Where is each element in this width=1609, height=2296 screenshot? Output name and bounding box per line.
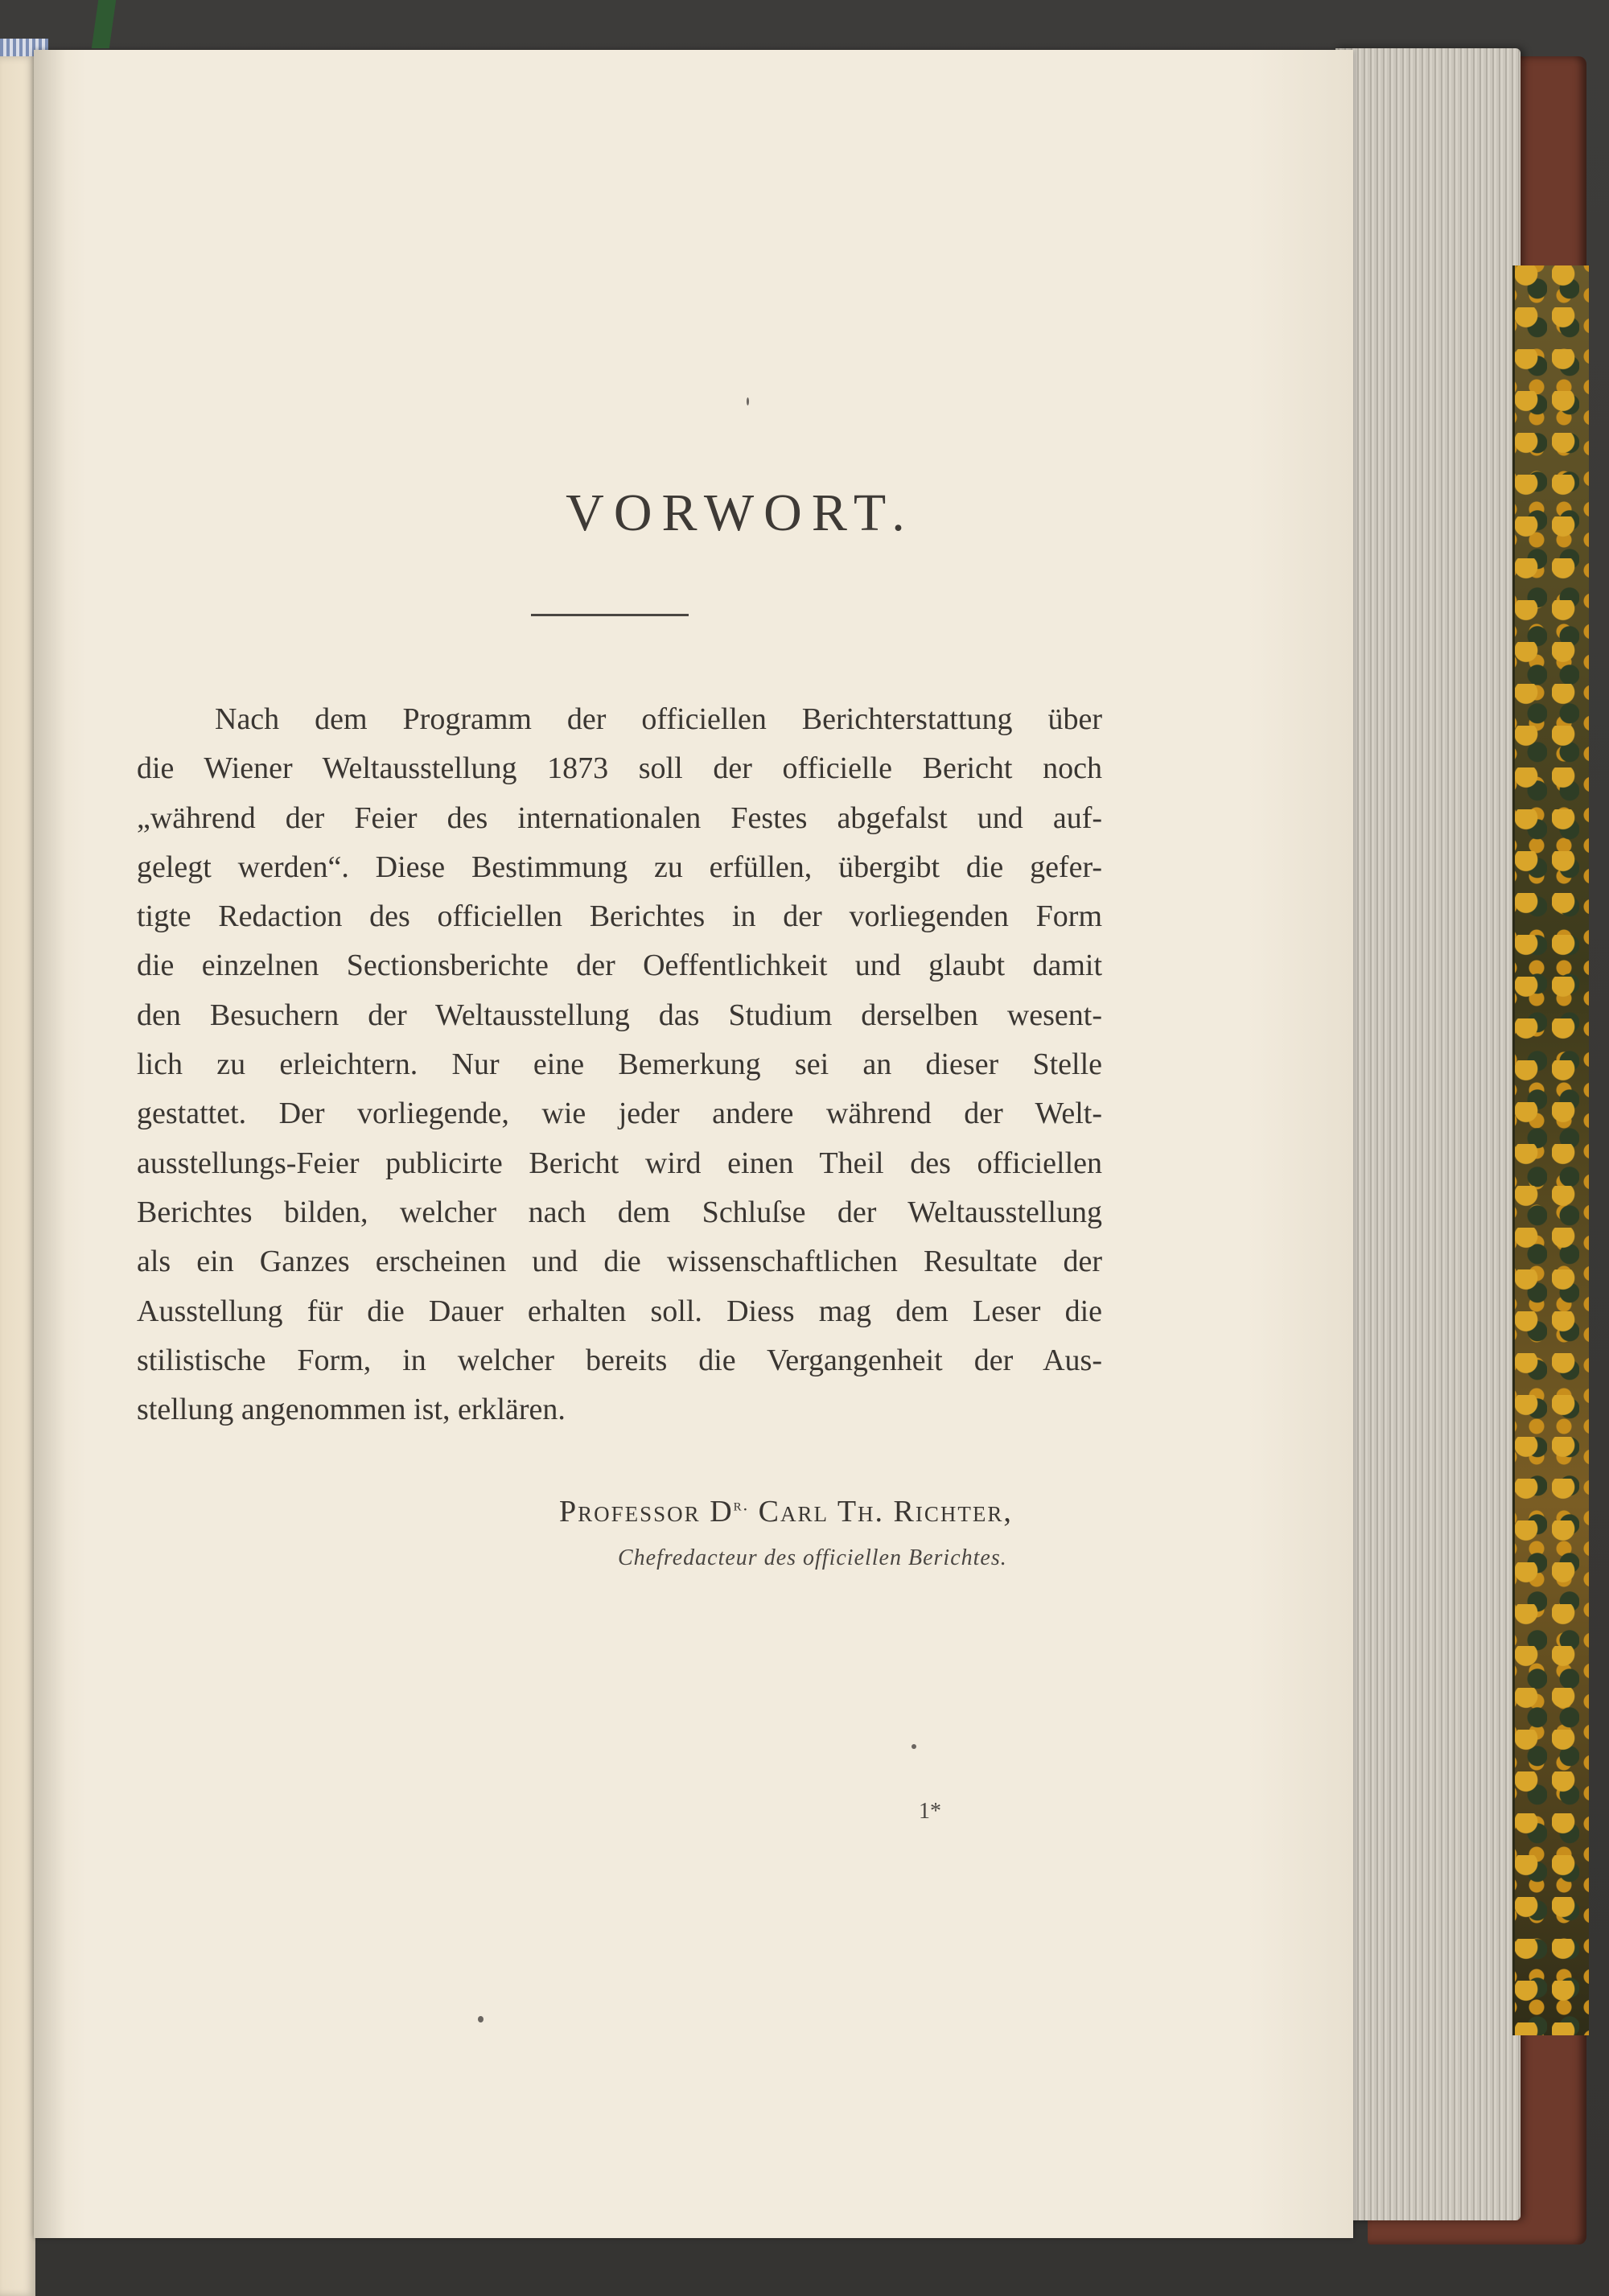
text-line: lich zu erleichtern. Nur eine Bemerkung sei an dieser Stelle bbox=[137, 1047, 1102, 1082]
page-title: VORWORT. bbox=[566, 483, 915, 542]
signature-prefix: Professor D bbox=[559, 1495, 734, 1529]
text-line: „während der Feier des internationalen Festes abgefalst und auf- bbox=[137, 800, 1102, 835]
text-line: Berichtes bilden, welcher nach dem Schluſse der Weltausstellung bbox=[137, 1195, 1102, 1229]
text-line: Nach dem Programm der officiellen Berichterstattung über bbox=[215, 702, 1102, 736]
page-edges bbox=[1335, 48, 1521, 2220]
text-line: stellung angenommen ist, erklären. bbox=[137, 1393, 566, 1427]
preface-paragraph bbox=[137, 695, 1102, 1434]
text-line: gestattet. Der vorliegende, wie jeder andere während der Welt- bbox=[137, 1097, 1102, 1131]
signature-degree: r. bbox=[733, 1494, 750, 1515]
marbled-endpaper bbox=[1512, 265, 1589, 2035]
left-page-edge bbox=[0, 56, 35, 2296]
text-line: Ausstellung für die Dauer erhalten soll. Diess mag dem Leser die bbox=[137, 1294, 1102, 1328]
text-line: gelegt werden“. Diese Bestimmung zu erfüllen, übergibt die gefer- bbox=[137, 850, 1102, 884]
paper-speck bbox=[478, 2016, 484, 2022]
signature-mark: 1* bbox=[919, 1799, 941, 1824]
paper-speck bbox=[747, 397, 749, 405]
text-line: den Besuchern der Weltausstellung das Studium derselben wesent- bbox=[137, 998, 1102, 1032]
text-line: stilistische Form, in welcher bereits die Vergangenheit der Aus- bbox=[137, 1343, 1102, 1377]
text-line: ausstellungs-Feier publicirte Bericht wird einen Theil des officiellen bbox=[137, 1146, 1102, 1180]
gutter-shadow bbox=[34, 50, 66, 2238]
text-line: die Wiener Weltausstellung 1873 soll der officielle Bericht noch bbox=[137, 751, 1102, 786]
paper-speck bbox=[911, 1744, 916, 1749]
signature-name: Carl Th. Richter, bbox=[749, 1495, 1013, 1529]
title-rule bbox=[531, 614, 689, 616]
signature bbox=[559, 1494, 1122, 1529]
signature-role: Chefredacteur des officiellen Berichtes. bbox=[618, 1545, 1007, 1570]
text-line: die einzelnen Sectionsberichte der Oeffentlichkeit und glaubt damit bbox=[137, 948, 1102, 983]
text-line: als ein Ganzes erscheinen und die wissenschaftlichen Resultate der bbox=[137, 1245, 1102, 1279]
text-line: tigte Redaction des officiellen Berichtes in der vorliegenden Form bbox=[137, 899, 1102, 934]
